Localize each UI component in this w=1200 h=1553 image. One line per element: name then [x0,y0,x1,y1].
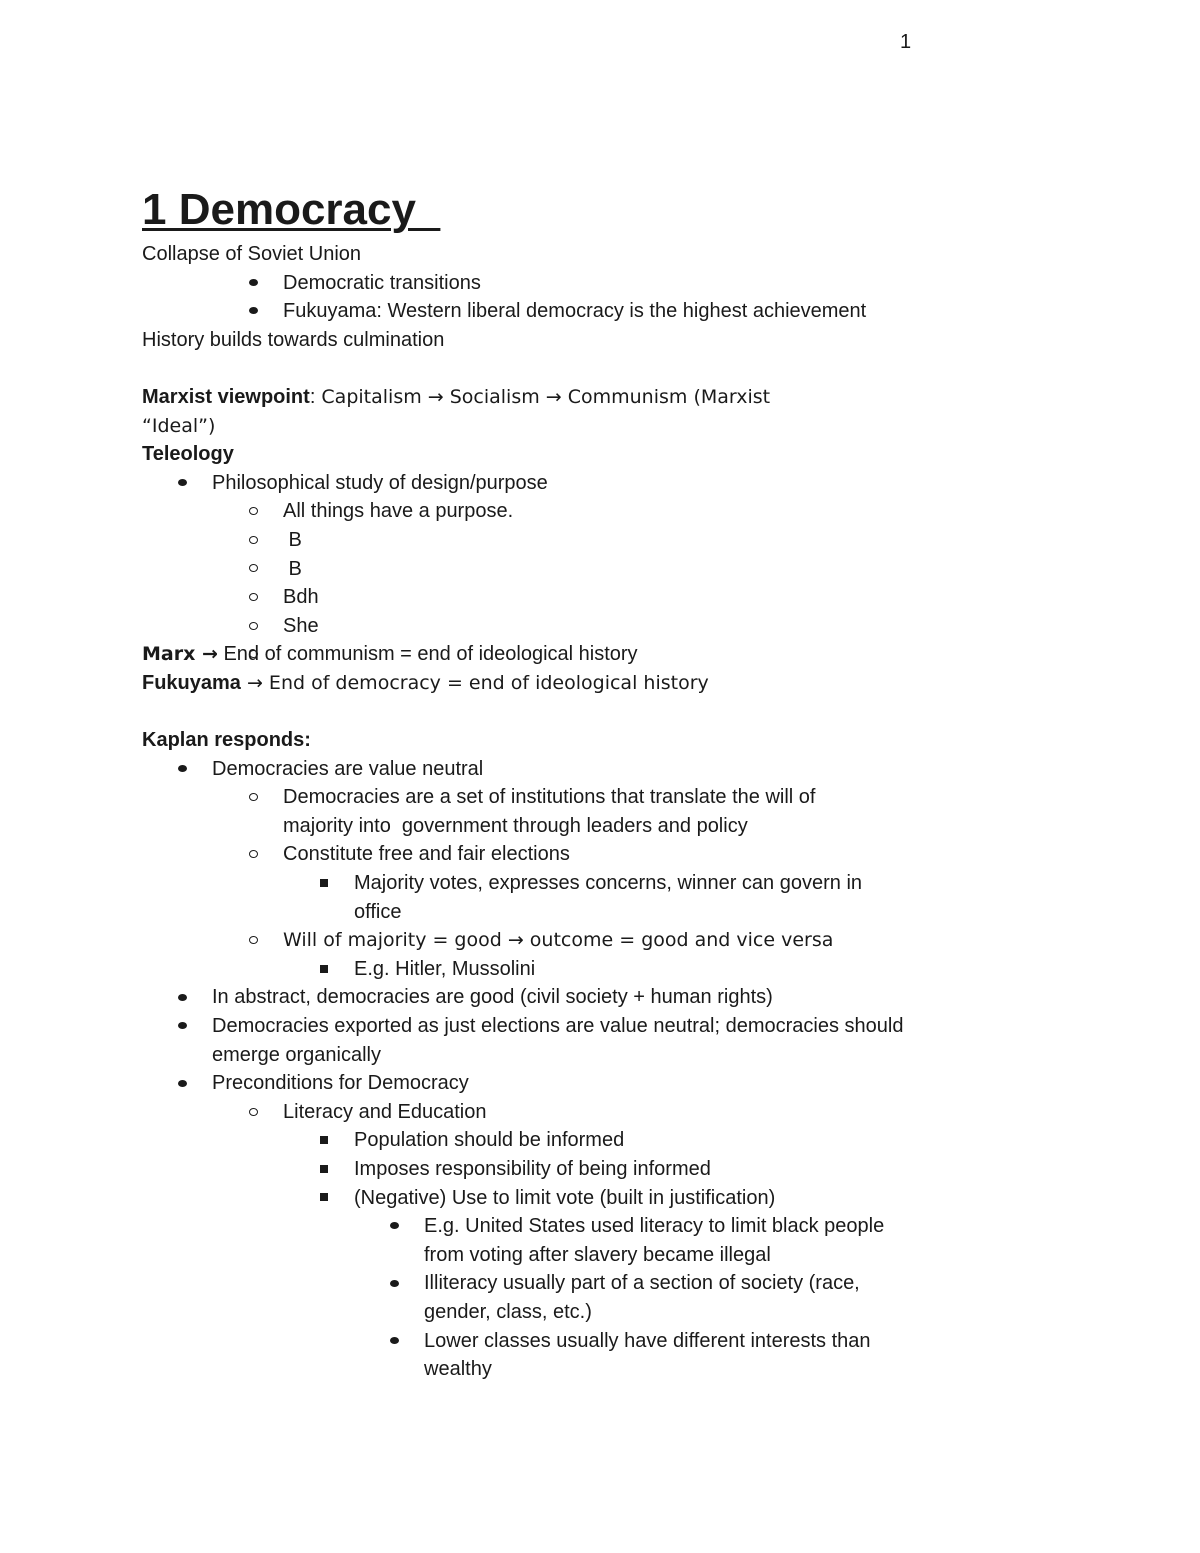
bullet-square-icon [314,869,334,898]
bullet-square-icon [314,1126,334,1155]
blank-line [142,698,942,727]
kaplan-heading: Kaplan responds: [142,729,311,752]
fukuyama-line: Fukuyama → End of democracy = end of ideological history [142,671,709,694]
bullet-dot-icon [384,1327,404,1356]
list-item: E.g. United States used literacy to limit black people from voting after slavery became illegal [142,1212,914,1269]
page-number: 1 [900,31,912,53]
list-item: Philosophical study of design/purpose [142,469,942,498]
list-item: Lower classes usually have different interests than wealthy [142,1327,914,1384]
list-item: Imposes responsibility of being informed [142,1155,942,1184]
bullet-dot-icon [172,1012,192,1041]
bullet-dot-icon [384,1269,404,1298]
bullet-dot-icon [172,469,192,498]
list-item: E.g. Hitler, Mussolini [142,955,942,984]
list-item: (Negative) Use to limit vote (built in justification) [142,1184,942,1213]
bullet-circle-icon [243,612,263,641]
bullet-circle-icon [243,840,263,869]
bullet-dot-icon [172,1069,192,1098]
list-item: Majority votes, expresses concerns, winner can govern in office [142,869,914,926]
list-item: B [142,526,942,555]
bullet-dot-icon [243,269,263,298]
bullet-circle-icon [243,497,263,526]
bullet-dot-icon [384,1212,404,1241]
bullet-circle-icon [243,1098,263,1127]
marx-line: Marx → End of communism = end of ideological history [142,643,638,666]
list-item: Population should be informed [142,1126,942,1155]
bullet-square-icon [314,1184,334,1213]
bullet-circle-icon [243,583,263,612]
bullet-square-icon [314,1155,334,1184]
list-item: Literacy and Education [142,1098,942,1127]
list-item: Illiteracy usually part of a section of society (race, gender, class, etc.) [142,1269,914,1326]
bullet-dot-icon [172,983,192,1012]
list-item: In abstract, democracies are good (civil society + human rights) [142,983,942,1012]
intro-after: History builds towards culmination [142,328,445,351]
list-item: Bdh [142,583,942,612]
bullet-circle-icon [243,526,263,555]
teleology-heading: Teleology [142,443,234,466]
list-item: All things have a purpose. [142,497,942,526]
bullet-dot-icon [243,297,263,326]
bullet-square-icon [314,955,334,984]
list-item: Democracies are a set of institutions that translate the will of majority into government through leaders and policy [142,783,883,840]
list-item: Democracies exported as just elections are value neutral; democracies should emerge organically [142,1012,912,1069]
marxist-viewpoint-cont: “Ideal”) [142,414,216,437]
page-title: 1 Democracy [142,185,441,234]
list-item: Constitute free and fair elections [142,840,942,869]
document-body [142,180,942,1384]
list-item: She [142,612,942,641]
intro-heading: Collapse of Soviet Union [142,243,362,265]
bullet-circle-icon [243,783,263,812]
bullet-circle-icon [243,555,263,584]
blank-line [142,354,942,383]
list-item: Will of majority = good → outcome = good and vice versa [142,926,942,955]
list-item: Fukuyama: Western liberal democracy is the highest achievement [142,297,942,326]
list-item: Preconditions for Democracy [142,1069,942,1098]
list-item: Democratic transitions [142,269,942,298]
list-item: Democracies are value neutral [142,755,942,784]
bullet-dot-icon [172,755,192,784]
bullet-circle-icon [243,926,263,955]
list-item: B [142,555,942,584]
marxist-viewpoint: Marxist viewpoint: Capitalism → Socialism → Communism (Marxist [142,385,771,408]
